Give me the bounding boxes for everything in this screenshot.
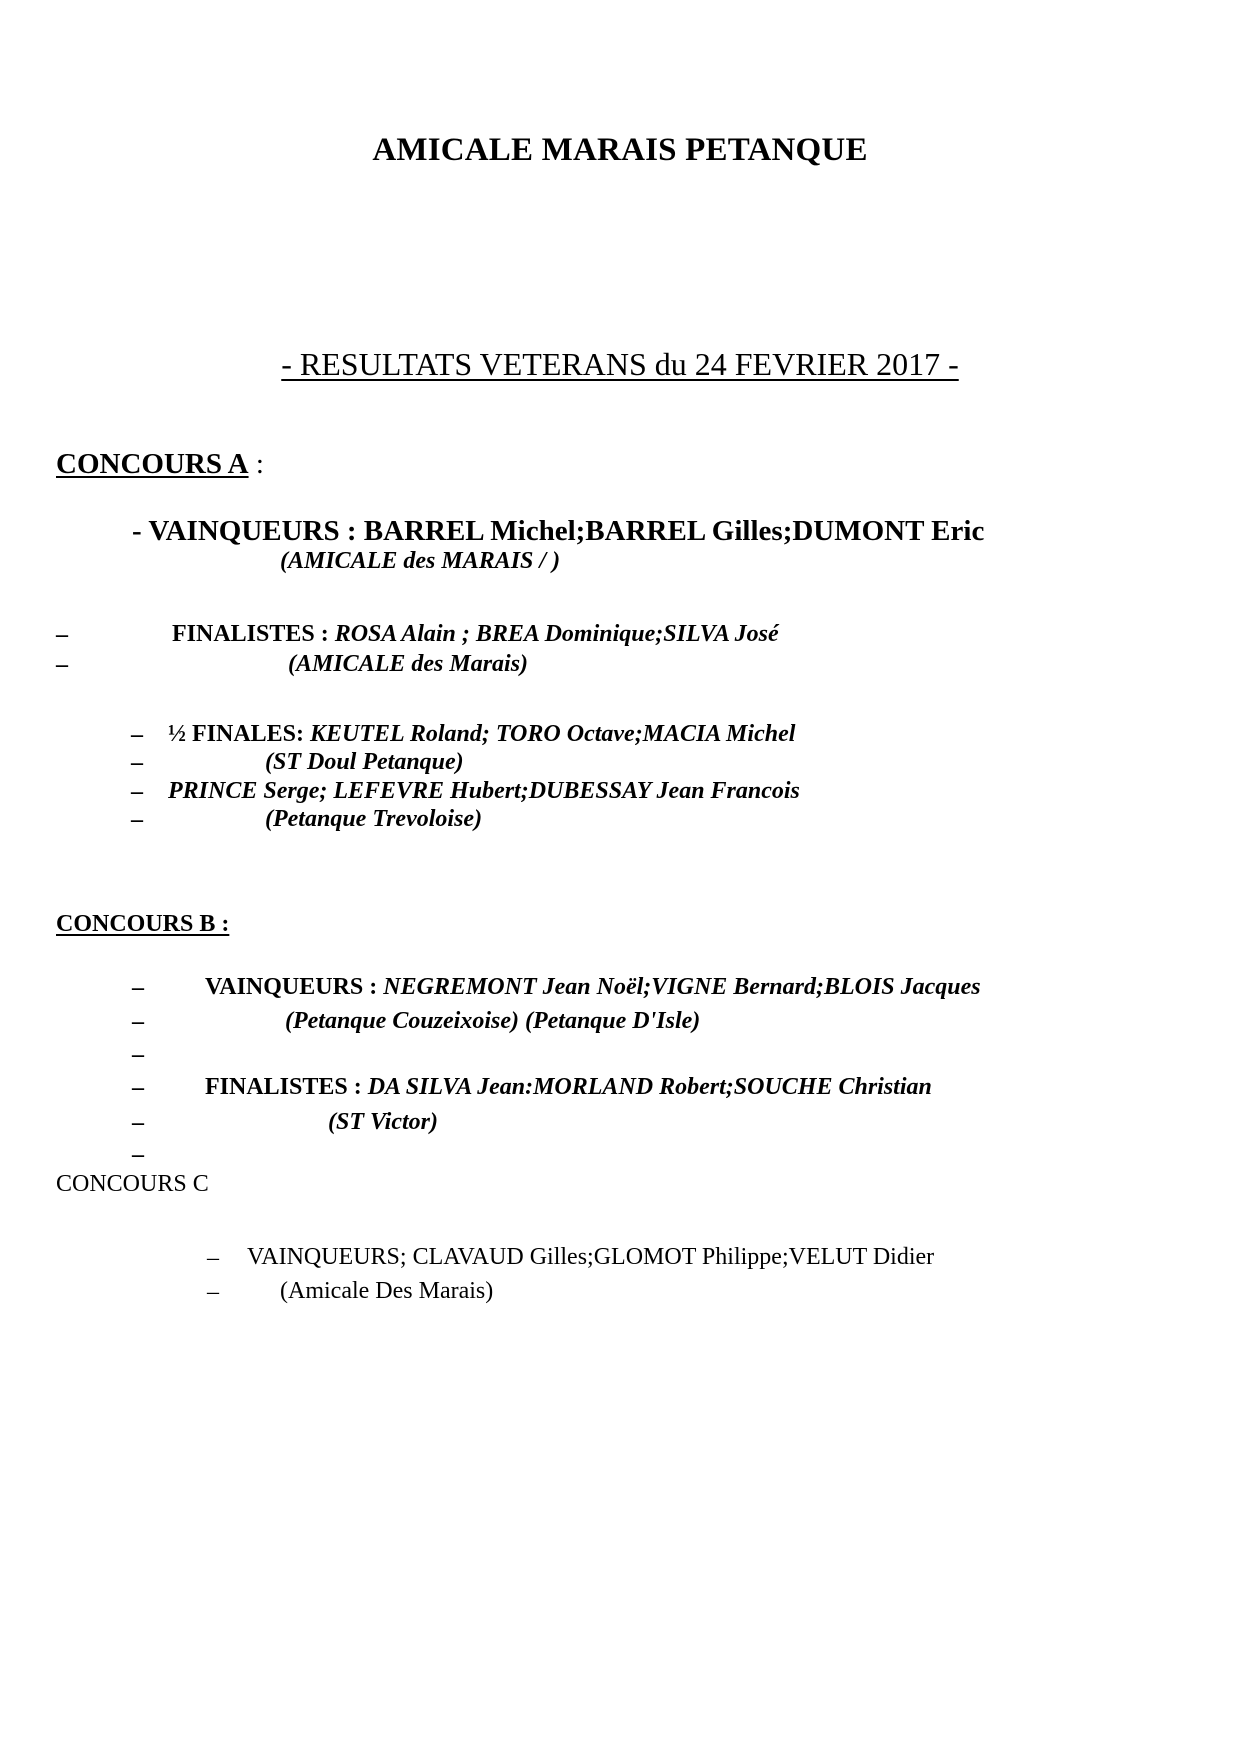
concours-b-heading: CONCOURS B : bbox=[56, 911, 230, 937]
bullet-dash: – bbox=[207, 1245, 219, 1271]
concours-b-vainqueurs bbox=[205, 975, 981, 999]
demi-finales-team1-club: (ST Doul Petanque) bbox=[265, 749, 464, 775]
bullet-dash: – bbox=[131, 750, 143, 776]
concours-b-finalistes-club: (ST Victor) bbox=[328, 1109, 439, 1135]
concours-a-vainqueurs bbox=[132, 517, 984, 546]
finalistes-label: FINALISTES : bbox=[205, 1074, 368, 1100]
bullet-dash: – bbox=[131, 807, 143, 833]
bullet-dash: – bbox=[56, 652, 68, 678]
finalistes-names: DA SILVA Jean:MORLAND Robert;SOUCHE Christian bbox=[367, 1074, 932, 1100]
vainqueurs-label: - VAINQUEURS : bbox=[132, 515, 364, 547]
concours-b-vainqueurs-club: (Petanque Couzeixoise) (Petanque D'Isle) bbox=[285, 1008, 701, 1034]
bullet-dash: – bbox=[132, 1009, 144, 1035]
demi-finales-team2-club: (Petanque Trevoloise) bbox=[265, 806, 483, 832]
concours-c-vainqueurs: VAINQUEURS; CLAVAUD Gilles;GLOMOT Philippe;VELUT Didier bbox=[247, 1244, 935, 1270]
subtitle-text: - RESULTATS VETERANS du 24 FEVRIER 2017 - bbox=[281, 346, 959, 382]
concours-a-finalistes-club: (AMICALE des Marais) bbox=[288, 651, 529, 677]
bullet-dash: – bbox=[131, 779, 143, 805]
vainqueurs-names: BARREL Michel;BARREL Gilles;DUMONT Eric bbox=[363, 515, 985, 547]
finalistes-label: FINALISTES : bbox=[172, 621, 335, 647]
finalistes-names: ROSA Alain ; BREA Dominique;SILVA José bbox=[334, 621, 779, 647]
concours-b-finalistes bbox=[205, 1075, 932, 1099]
concours-a-finalistes bbox=[172, 622, 779, 646]
vainqueurs-label: VAINQUEURS : bbox=[205, 974, 384, 1000]
document-title: AMICALE MARAIS PETANQUE bbox=[372, 132, 868, 168]
concours-a-heading bbox=[56, 450, 264, 479]
demi-finales-label: ½ FINALES: bbox=[168, 721, 311, 747]
document-subtitle bbox=[0, 348, 1240, 380]
bullet-dash: – bbox=[132, 975, 144, 1001]
bullet-dash: – bbox=[56, 622, 68, 648]
demi-finales-team2-names: PRINCE Serge; LEFEVRE Hubert;DUBESSAY Jean Francois bbox=[168, 778, 800, 804]
bullet-dash: – bbox=[131, 722, 143, 748]
bullet-dash: – bbox=[207, 1279, 219, 1305]
concours-a-vainqueurs-club: (AMICALE des MARAIS / ) bbox=[280, 548, 561, 574]
concours-a-heading-text: CONCOURS A bbox=[56, 448, 249, 480]
bullet-dash: – bbox=[132, 1110, 144, 1136]
vainqueurs-names: NEGREMONT Jean Noël;VIGNE Bernard;BLOIS Jacques bbox=[383, 974, 981, 1000]
concours-c-heading: CONCOURS C bbox=[56, 1171, 209, 1197]
concours-a-demi-finales bbox=[168, 722, 795, 746]
demi-finales-team1-names: KEUTEL Roland; TORO Octave;MACIA Michel bbox=[310, 721, 796, 747]
concours-c-vainqueurs-club: (Amicale Des Marais) bbox=[280, 1278, 494, 1304]
bullet-dash: – bbox=[132, 1075, 144, 1101]
bullet-dash: – bbox=[132, 1042, 144, 1068]
concours-a-heading-colon: : bbox=[248, 448, 264, 480]
bullet-dash: – bbox=[132, 1142, 144, 1168]
